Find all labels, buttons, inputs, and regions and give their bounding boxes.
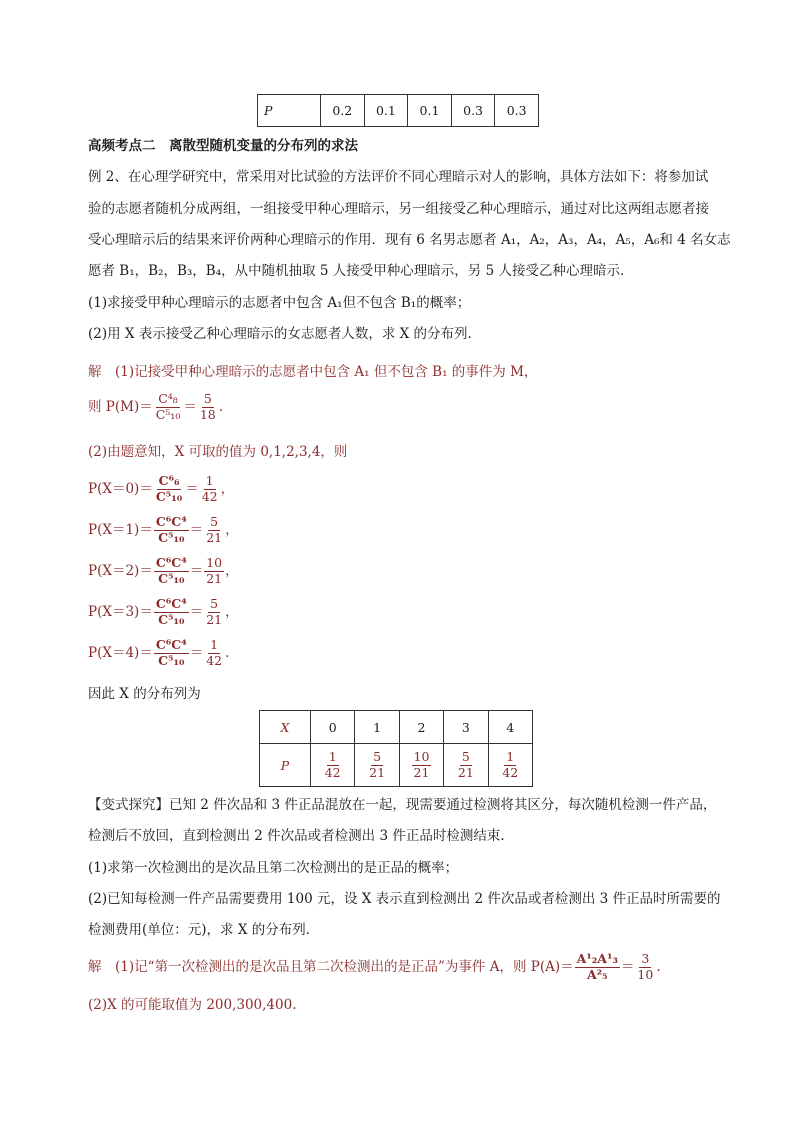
- pa-denominator: A²₅: [586, 966, 608, 982]
- table-cell: 0.2: [321, 95, 365, 127]
- px-row-0: [88, 472, 234, 506]
- pa-numerator: A¹₂A¹₃: [576, 951, 618, 966]
- question-1: (1)求接受甲种心理暗示的志愿者中包含 A₁但不包含 B₁的概率；: [88, 295, 471, 311]
- px-row-3: [88, 595, 239, 629]
- px-combination-fraction: [154, 557, 189, 585]
- table-cell: 0: [311, 711, 355, 744]
- x-label-cell: X: [260, 711, 311, 744]
- px-result-numerator: 5: [210, 514, 219, 529]
- p-label-cell: P: [260, 744, 311, 787]
- pa-permutation-fraction: [575, 953, 620, 981]
- pm-combination-numerator: C⁴₈: [158, 391, 178, 406]
- pm-tail: .: [218, 399, 224, 415]
- top-probability-table: [257, 94, 539, 127]
- table-cell: [444, 744, 488, 787]
- pa-result-numerator: 3: [641, 951, 650, 966]
- px-combination-fraction: [154, 475, 184, 503]
- px-equals: ＝: [189, 604, 204, 620]
- px-result-denominator: 42: [201, 488, 218, 504]
- cell-denominator: 21: [457, 764, 474, 780]
- section-title: 高频考点二 离散型随机变量的分布列的求法: [88, 138, 358, 154]
- px-result-numerator: 1: [210, 637, 219, 652]
- pm-combination-fraction: [154, 393, 183, 421]
- px-equals: ＝: [185, 481, 199, 497]
- cell-numerator: 1: [328, 749, 337, 764]
- px-equals: ＝: [189, 522, 204, 538]
- cell-numerator: 10: [413, 749, 430, 764]
- pm-result-numerator: 5: [203, 391, 212, 406]
- px-combination-denominator: C⁵₁₀: [158, 652, 185, 668]
- variant-solution-text: 解 (1)记“第一次检测出的是次品且第二次检测出的是正品”为事件 A，则 P(A)＝: [88, 959, 574, 975]
- px-combination-numerator: C⁶₆: [158, 473, 180, 488]
- px-combination-fraction: [154, 598, 189, 626]
- px-result-fraction: [204, 557, 224, 585]
- px-lhs: P(X＝1)＝: [88, 522, 153, 538]
- pa-tail: .: [656, 959, 661, 975]
- px-tail: ，: [225, 563, 239, 579]
- table-cell: 0.1: [364, 95, 408, 127]
- px-result-fraction: [204, 516, 224, 544]
- table-cell: 4: [488, 711, 532, 744]
- table-cell: 0.1: [408, 95, 452, 127]
- variant-line: 检测后不放回，直到检测出 2 件次品或者检测出 3 件正品时检测结束．: [88, 828, 514, 844]
- table-cell: 2: [399, 711, 443, 744]
- solution-line: 解 (1)记接受甲种心理暗示的志愿者中包含 A₁ 但不包含 B₁ 的事件为 M，: [88, 364, 538, 380]
- pa-equals: ＝: [620, 959, 635, 975]
- pm-equals: ＝: [183, 399, 197, 415]
- pm-combination-denominator: C⁵₁₀: [155, 406, 181, 422]
- px-result-fraction: [204, 639, 224, 667]
- table-row: [260, 744, 533, 787]
- px-combination-denominator: C⁵₁₀: [158, 529, 185, 545]
- pa-result-denominator: 10: [637, 966, 654, 982]
- px-equals: ＝: [189, 563, 204, 579]
- px-tail: ，: [225, 522, 239, 538]
- variant-line: 【变式探究】已知 2 件次品和 3 件正品混放在一起，现需要通过检测将其区分，每次随机检测一件产品，: [88, 797, 717, 813]
- px-result-numerator: 1: [205, 473, 214, 488]
- px-lhs: P(X＝3)＝: [88, 604, 153, 620]
- cell-denominator: 21: [369, 764, 386, 780]
- table-cell: 1: [355, 711, 399, 744]
- px-combination-denominator: C⁵₁₀: [155, 488, 183, 504]
- px-result-denominator: 21: [206, 611, 223, 627]
- distribution-intro: 因此 X 的分布列为: [88, 686, 201, 702]
- px-result-fraction: [204, 598, 224, 626]
- cell-numerator: 1: [506, 749, 515, 764]
- variant-question-2-cont: 检测费用(单位：元)，求 X 的分布列．: [88, 922, 320, 938]
- px-combination-denominator: C⁵₁₀: [158, 611, 185, 627]
- px-tail: ，: [225, 604, 239, 620]
- px-result-denominator: 21: [206, 529, 223, 545]
- px-combination-numerator: C⁶C⁴: [155, 637, 187, 652]
- variant-question-2: (2)已知每检测一件产品需要费用 100 元，设 X 表示直到检测出 2 件次品或者检测出 3 件正品时所需要的: [88, 891, 721, 907]
- solution-line: (2)由题意知，X 可取的值为 0,1,2,3,4，则: [88, 444, 348, 460]
- px-row-1: [88, 513, 239, 547]
- table-cell: 3: [444, 711, 488, 744]
- px-tail: .: [225, 645, 230, 661]
- table-cell: [311, 744, 355, 787]
- table-cell: [399, 744, 443, 787]
- px-result-numerator: 10: [206, 555, 223, 570]
- table-row: [258, 95, 539, 127]
- example-line: 验的志愿者随机分成两组，一组接受甲种心理暗示，另一组接受乙种心理暗示，通过对比这两组志愿者接: [88, 201, 709, 217]
- example-line: 例 2、在心理学研究中，常采用对比试验的方法评价不同心理暗示对人的影响，具体方法如下：将参加试: [88, 169, 709, 185]
- cell-denominator: 42: [502, 764, 519, 780]
- example-line: 愿者 B₁，B₂，B₃，B₄，从中随机抽取 5 人接受甲种心理暗示，另 5 人接受乙种心理暗示．: [88, 263, 634, 279]
- table-cell: 0.3: [451, 95, 495, 127]
- cell-numerator: 5: [373, 749, 382, 764]
- px-lhs: P(X＝2)＝: [88, 563, 153, 579]
- px-result-numerator: 5: [210, 596, 219, 611]
- pm-prefix: 则 P(M)＝: [88, 399, 153, 415]
- cell-denominator: 21: [413, 764, 430, 780]
- variant-solution-2: (2)X 的可能取值为 200,300,400.: [88, 997, 297, 1013]
- table-cell: [488, 744, 532, 787]
- px-tail: ，: [220, 481, 235, 497]
- example-line: 受心理暗示后的结果来评价两种心理暗示的作用．现有 6 名男志愿者 A₁，A₂，A₃，A₄，A₅，A₆和 4 名女志: [88, 232, 731, 248]
- table-cell: 0.3: [495, 95, 539, 127]
- px-lhs: P(X＝4)＝: [88, 645, 153, 661]
- pm-equation: [88, 391, 223, 423]
- table-row: [260, 711, 533, 744]
- row-label: P: [258, 95, 321, 127]
- variant-solution-1: [88, 950, 661, 984]
- px-combination-fraction: [154, 639, 189, 667]
- px-result-denominator: 21: [206, 570, 223, 586]
- table-cell: [355, 744, 399, 787]
- px-row-4: [88, 636, 229, 670]
- cell-numerator: 5: [461, 749, 470, 764]
- px-result-denominator: 42: [206, 652, 223, 668]
- question-2: (2)用 X 表示接受乙种心理暗示的女志愿者人数，求 X 的分布列．: [88, 326, 482, 342]
- distribution-table: [259, 710, 533, 787]
- pm-result-fraction: [198, 393, 218, 421]
- px-combination-numerator: C⁶C⁴: [155, 596, 187, 611]
- pa-result-fraction: [635, 953, 655, 981]
- px-combination-denominator: C⁵₁₀: [158, 570, 185, 586]
- px-equals: ＝: [189, 645, 204, 661]
- px-row-2: [88, 554, 239, 588]
- variant-question-1: (1)求第一次检测出的是次品且第二次检测出的是正品的概率；: [88, 860, 459, 876]
- pm-result-denominator: 18: [199, 406, 216, 422]
- px-combination-numerator: C⁶C⁴: [155, 555, 187, 570]
- px-combination-numerator: C⁶C⁴: [155, 514, 187, 529]
- px-lhs: P(X＝0)＝: [88, 481, 153, 497]
- px-combination-fraction: [154, 516, 189, 544]
- px-result-fraction: [200, 475, 220, 503]
- cell-denominator: 42: [324, 764, 341, 780]
